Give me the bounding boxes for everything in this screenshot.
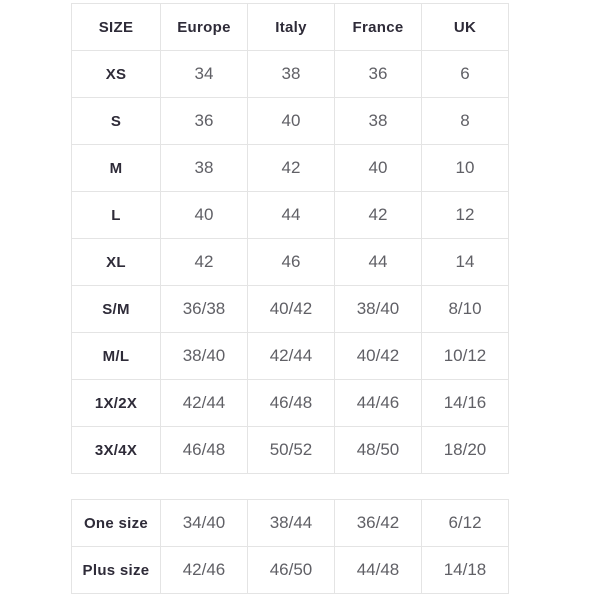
row-size-label: One size xyxy=(72,500,161,547)
size-value-cell: 38 xyxy=(335,98,422,145)
size-value-cell: 14 xyxy=(422,239,509,286)
row-size-label: Plus size xyxy=(72,547,161,594)
size-value-cell: 12 xyxy=(422,192,509,239)
size-value-cell: 6 xyxy=(422,51,509,98)
size-value-cell: 40 xyxy=(248,98,335,145)
table-row xyxy=(72,98,509,145)
header-row xyxy=(72,4,509,51)
size-value-cell: 36/38 xyxy=(161,286,248,333)
table-row xyxy=(72,500,509,547)
region-column-header: France xyxy=(335,4,422,51)
special-sizes-table xyxy=(71,499,509,594)
table-row xyxy=(72,192,509,239)
size-value-cell: 36 xyxy=(161,98,248,145)
size-value-cell: 8 xyxy=(422,98,509,145)
size-value-cell: 44 xyxy=(248,192,335,239)
size-value-cell: 46/48 xyxy=(161,427,248,474)
region-column-header: Europe xyxy=(161,4,248,51)
size-value-cell: 44/46 xyxy=(335,380,422,427)
row-size-label: L xyxy=(72,192,161,239)
size-value-cell: 42/46 xyxy=(161,547,248,594)
size-value-cell: 36 xyxy=(335,51,422,98)
table-row xyxy=(72,547,509,594)
size-value-cell: 14/16 xyxy=(422,380,509,427)
table-row xyxy=(72,145,509,192)
size-conversion-table xyxy=(71,3,509,474)
row-size-label: XL xyxy=(72,239,161,286)
table-row xyxy=(72,286,509,333)
size-value-cell: 42 xyxy=(248,145,335,192)
size-value-cell: 38 xyxy=(161,145,248,192)
size-value-cell: 40/42 xyxy=(248,286,335,333)
region-column-header: UK xyxy=(422,4,509,51)
size-value-cell: 40 xyxy=(161,192,248,239)
size-column-header: SIZE xyxy=(72,4,161,51)
size-value-cell: 8/10 xyxy=(422,286,509,333)
table-row xyxy=(72,427,509,474)
size-value-cell: 42 xyxy=(161,239,248,286)
size-value-cell: 42/44 xyxy=(161,380,248,427)
size-value-cell: 6/12 xyxy=(422,500,509,547)
table-row xyxy=(72,51,509,98)
row-size-label: M xyxy=(72,145,161,192)
size-value-cell: 34 xyxy=(161,51,248,98)
row-size-label: S/M xyxy=(72,286,161,333)
size-value-cell: 42 xyxy=(335,192,422,239)
row-size-label: M/L xyxy=(72,333,161,380)
size-value-cell: 40 xyxy=(335,145,422,192)
size-value-cell: 18/20 xyxy=(422,427,509,474)
size-value-cell: 46/48 xyxy=(248,380,335,427)
size-value-cell: 34/40 xyxy=(161,500,248,547)
size-value-cell: 42/44 xyxy=(248,333,335,380)
size-value-cell: 46 xyxy=(248,239,335,286)
table-row xyxy=(72,239,509,286)
row-size-label: XS xyxy=(72,51,161,98)
size-value-cell: 46/50 xyxy=(248,547,335,594)
size-value-cell: 10/12 xyxy=(422,333,509,380)
size-value-cell: 10 xyxy=(422,145,509,192)
row-size-label: S xyxy=(72,98,161,145)
size-value-cell: 44 xyxy=(335,239,422,286)
size-value-cell: 50/52 xyxy=(248,427,335,474)
size-value-cell: 40/42 xyxy=(335,333,422,380)
size-value-cell: 38/40 xyxy=(161,333,248,380)
size-value-cell: 38 xyxy=(248,51,335,98)
size-value-cell: 14/18 xyxy=(422,547,509,594)
size-value-cell: 48/50 xyxy=(335,427,422,474)
row-size-label: 1X/2X xyxy=(72,380,161,427)
region-column-header: Italy xyxy=(248,4,335,51)
table-row xyxy=(72,380,509,427)
size-value-cell: 36/42 xyxy=(335,500,422,547)
row-size-label: 3X/4X xyxy=(72,427,161,474)
table-row xyxy=(72,333,509,380)
size-value-cell: 38/40 xyxy=(335,286,422,333)
size-value-cell: 38/44 xyxy=(248,500,335,547)
size-value-cell: 44/48 xyxy=(335,547,422,594)
